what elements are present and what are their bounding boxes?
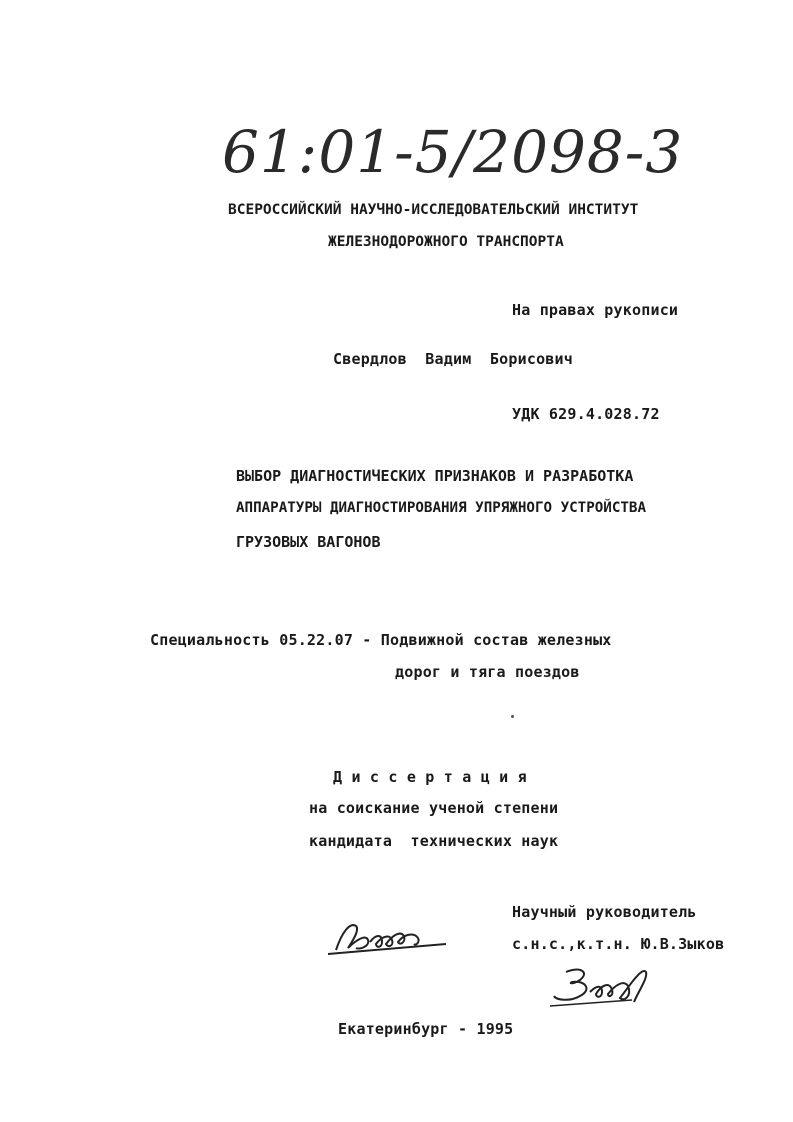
institute-name-line1: ВСЕРОССИЙСКИЙ НАУЧНО-ИССЛЕДОВАТЕЛЬСКИЙ ИНСТИТУТ: [228, 202, 639, 218]
supervisor-label: Научный руководитель: [512, 903, 697, 921]
manuscript-rights: На правах рукописи: [512, 301, 679, 319]
dissertation-title-line2: АППАРАТУРЫ ДИАГНОСТИРОВАНИЯ УПРЯЖНОГО УСТРОЙСТВА: [236, 500, 646, 516]
supervisor-name: с.н.с.,к.т.н. Ю.В.Зыков: [512, 935, 725, 953]
author-signature: [326, 912, 456, 962]
dissertation-heading: Д и с с е р т а ц и я: [333, 768, 527, 786]
dissertation-title-line1: ВЫБОР ДИАГНОСТИЧЕСКИХ ПРИЗНАКОВ И РАЗРАБОТКА: [236, 467, 634, 485]
archive-number: 61:01-5/2098-3: [222, 118, 684, 186]
dissertation-title-line3: ГРУЗОВЫХ ВАГОНОВ: [236, 533, 381, 551]
specialty-line1: Специальность 05.22.07 - Подвижной состав железных: [150, 631, 612, 649]
supervisor-signature: [546, 962, 666, 1012]
specialty-line2: дорог и тяга поездов: [395, 663, 580, 681]
author-name: Свердлов Вадим Борисович: [333, 350, 573, 368]
udc-code: УДК 629.4.028.72: [512, 405, 660, 423]
place-and-year: Екатеринбург - 1995: [338, 1020, 514, 1038]
degree-line1: на соискание ученой степени: [309, 799, 559, 817]
institute-name-line2: ЖЕЛЕЗНОДОРОЖНОГО ТРАНСПОРТА: [328, 234, 564, 250]
paper-speck: [511, 715, 514, 718]
degree-line2: кандидата технических наук: [309, 832, 559, 850]
